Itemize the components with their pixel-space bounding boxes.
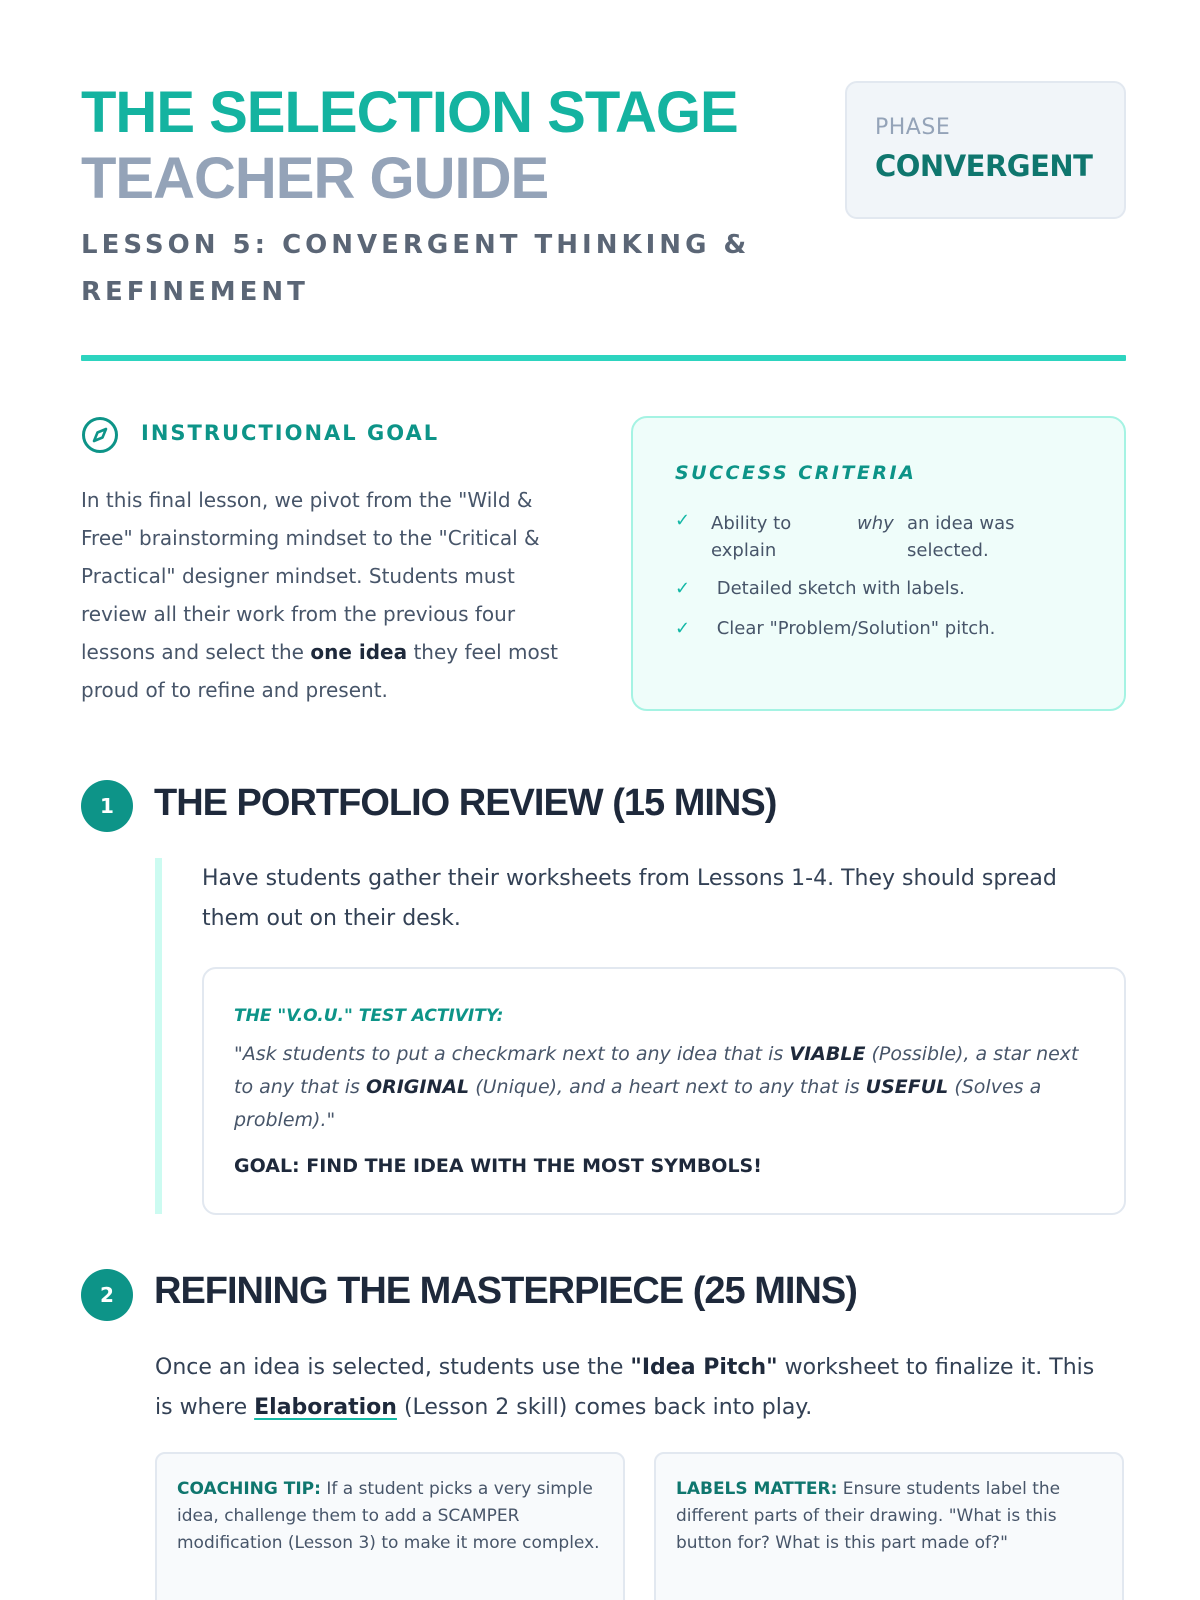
criteria-item-text	[907, 510, 1015, 564]
quote-part: (Unique), and a heart next to any that is	[469, 1076, 866, 1098]
elaboration-link[interactable]: Elaboration	[254, 1395, 397, 1420]
step-number-badge: 1	[81, 780, 133, 832]
success-criteria-card	[631, 416, 1126, 711]
criteria-item-text	[711, 510, 791, 564]
goal-text-emphasis: one idea	[310, 640, 408, 664]
step-title: THE PORTFOLIO REVIEW (15 MINS)	[154, 782, 777, 824]
criteria-item-text: Detailed sketch with labels.	[716, 578, 965, 599]
criteria-item	[675, 578, 965, 599]
quote-keyword: USEFUL	[865, 1076, 949, 1098]
coaching-tip-card	[155, 1452, 625, 1600]
check-icon: ✓	[675, 510, 691, 531]
activity-title: THE "V.O.U." TEST ACTIVITY:	[234, 1006, 504, 1026]
criteria-item	[675, 510, 1075, 566]
page-title: THE SELECTION STAGE	[81, 80, 738, 145]
check-icon: ✓	[675, 618, 691, 639]
quote-keyword: VIABLE	[789, 1043, 866, 1065]
criteria-text-part: an idea was	[907, 513, 1015, 534]
step-title: REFINING THE MASTERPIECE (25 MINS)	[154, 1270, 857, 1312]
phase-badge	[845, 81, 1126, 219]
labels-tip-card	[654, 1452, 1124, 1600]
phase-label: PHASE	[875, 115, 951, 140]
header-divider	[81, 355, 1126, 361]
quote-part: "Ask students to put a checkmark next to any idea that is	[234, 1043, 790, 1065]
tip-text: Ensure students label the different parts of their drawing. "What is this button for? What is this part made of?"	[676, 1479, 1061, 1553]
criteria-title: SUCCESS CRITERIA	[675, 462, 917, 484]
tip-text: If a student picks a very simple idea, challenge them to add a SCAMPER modification (Lesson 3) to make it more complex.	[177, 1479, 600, 1553]
text-part: Once an idea is selected, students use the	[155, 1355, 631, 1380]
step-instructions	[155, 1348, 1115, 1428]
check-icon: ✓	[675, 578, 691, 599]
text-part: worksheet to finalize it. This is where	[155, 1355, 1095, 1420]
page-title-secondary: TEACHER GUIDE	[81, 146, 549, 211]
criteria-emphasis: why	[857, 513, 894, 534]
goal-text-part: they feel most proud of to refine and present.	[81, 640, 559, 702]
tip-lead: LABELS MATTER:	[676, 1479, 838, 1499]
step-instructions: Have students gather their worksheets from Lessons 1-4. They should spread them out on their desk.	[202, 866, 1057, 931]
quote-part: (Solves a problem)."	[234, 1076, 1042, 1131]
tip-lead: COACHING TIP:	[177, 1479, 321, 1499]
quote-part: (Possible), a star next to any that is	[234, 1043, 1079, 1098]
criteria-text-part: explain	[711, 540, 777, 561]
text-emphasis: "Idea Pitch"	[630, 1355, 778, 1380]
step-accent-bar	[155, 858, 162, 1214]
step-number-badge: 2	[81, 1269, 133, 1321]
teacher-guide-page	[81, 0, 1126, 1600]
criteria-item-text: Clear "Problem/Solution" pitch.	[716, 618, 996, 639]
text-part: (Lesson 2 skill) comes back into play.	[396, 1395, 813, 1420]
criteria-text-part: Ability to	[711, 513, 792, 534]
criteria-item	[675, 618, 995, 639]
activity-card	[202, 967, 1126, 1215]
goal-heading: INSTRUCTIONAL GOAL	[141, 421, 440, 445]
phase-value: CONVERGENT	[875, 149, 1093, 183]
goal-text-part: In this final lesson, we pivot from the "Wild & Free" brainstorming mindset to the "Critical & Practical" designer mindset. Students must review all their work from the previous four lessons and select the	[81, 488, 540, 664]
goal-text	[81, 481, 581, 709]
lesson-subtitle: LESSON 5: CONVERGENT THINKING & REFINEMENT	[81, 230, 751, 307]
activity-quote	[234, 1038, 1094, 1137]
activity-goal: GOAL: FIND THE IDEA WITH THE MOST SYMBOLS!	[234, 1155, 762, 1177]
compass-icon	[81, 416, 119, 454]
criteria-text-part: selected.	[907, 540, 989, 561]
quote-keyword: ORIGINAL	[365, 1076, 470, 1098]
